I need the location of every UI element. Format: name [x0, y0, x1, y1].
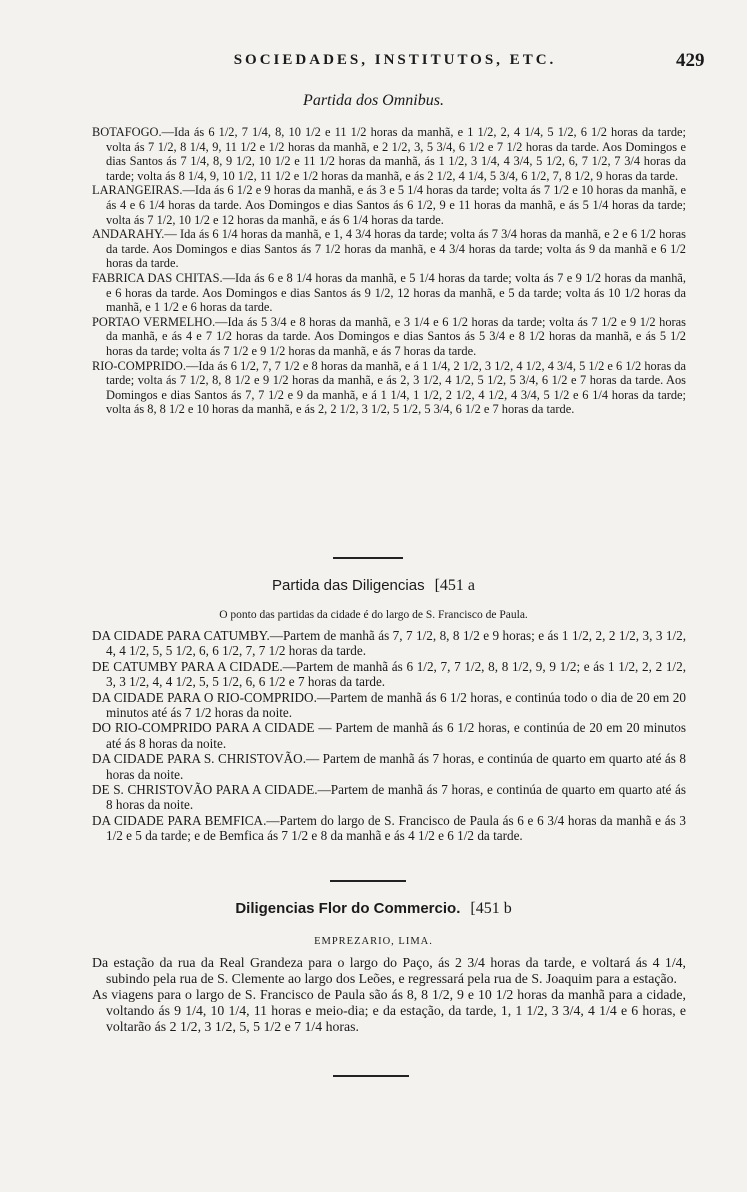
omnibus-entry-andarahy: ANDARAHY.— Ida ás 6 1/4 horas da manhã, e 1, 4 3/4 horas da tarde; volta ás 7 3/4 horas da manhã, e 2 e 6 1/2 horas da tarde. Aos Domingos e dias Santos ás 7 1/2 horas da manhã, e 4 3/4 horas da tarde; volta ás 9 da manhã e 6 1/2 horas da tarde.: [92, 227, 686, 271]
running-title: SOCIEDADES, INSTITUTOS, ETC.: [233, 52, 557, 68]
page-number: 429: [676, 50, 705, 71]
flor-title: Diligencias Flor do Commercio.: [235, 900, 461, 917]
omnibus-entry-botafogo: BOTAFOGO.—Ida ás 6 1/2, 7 1/4, 8, 10 1/2 e 11 1/2 horas da manhã, e 1 1/2, 2, 4 1/4, 5 1/2, 6 1/2 horas da tarde; volta ás 7 1/2, 8 1/4, 9, 11 1/2 e 1/2 horas da manhã, e 2 1/2, 3, 5 3/4, 6 1/2 e 7 1/2 horas da tarde. Aos Domingos e dias Santos ás 7 1/4, 8, 9 1/2, 10 1/2 e 11 1/2 horas da manhã, ás 1 1/2, 3 1/4, 4 3/4, 5 1/2, 6, 7 1/2, 7 3/4 horas da tarde; volta ás 8 1/4, 9, 10 1/2, 11 1/2 e 1/2 horas da manhã, e ás 2 1/2, 4 1/4, 5 3/4, 6 1/2, 7, 8 1/2, 9 horas da tarde.: [92, 125, 686, 183]
flor-ref: [451 b: [470, 900, 512, 917]
omnibus-entry-fabrica: FABRICA DAS CHITAS.—Ida ás 6 e 8 1/4 horas da manhã, e 5 1/4 horas da tarde; volta ás 7 e 9 1/2 horas da manhã, e 6 horas da tarde. Aos Domingos e dias Santos ás 9 1/2, 12 horas da manhã, e 5 da tarde; volta ás 10 1/2 horas da manhã, e 1 1/2 e 6 horas da tarde.: [92, 270, 686, 315]
flor-entry: Da estação da rua da Real Grandeza para o largo do Paço, ás 2 3/4 horas da tarde, e voltará ás 4 1/4, subindo pela rua de S. Clemente ao largo dos Leões, e regressará pela rua de S. Joaquim para a estação.: [92, 955, 686, 986]
omnibus-title: Partida dos Omnibus.: [303, 92, 444, 109]
divider: [330, 880, 406, 882]
omnibus-entry-rio-comprido: RIO-COMPRIDO.—Ida ás 6 1/2, 7, 7 1/2 e 8 horas da manhã, e á 1 1/4, 2 1/2, 3 1/2, 4 1/2, 4 3/4, 5 1/2 e 6 1/2 horas da tarde; volta ás 7 1/2, 8, 8 1/2 e 9 1/2 horas da manhã, e ás 2, 3 1/2, 4 1/2, 5 1/2, 5 3/4, 6 1/2 e 7 horas da tarde. Aos Domingos e dias Santos ás 7, 7 1/2 e 9 da manhã, e á 1 1/4, 1 1/2, 2 1/2, 4 1/2, 4 3/4, 5 1/2 e 6 1/4 horas da tarde; volta ás 8, 8 1/2 e 10 horas da manhã, e ás 2, 2 1/2, 3 1/2, 5 1/2, 5 3/4, 6 1/2 e 7 horas da tarde.: [92, 358, 686, 417]
divider: [333, 1075, 409, 1077]
diligencia-entry: DO RIO-COMPRIDO PARA A CIDADE — Partem de manhã ás 6 1/2 horas, e continúa de 20 em 20 minutos até ás 8 horas da noite.: [92, 720, 686, 751]
diligencia-entry: DE CATUMBY PARA A CIDADE.—Partem de manhã ás 6 1/2, 7, 7 1/2, 8, 8 1/2, 9, 9 1/2; e ás 1 1/2, 2, 2 1/2, 3, 3 1/2, 4, 4 1/2, 5, 5 1/2, 6, 6 1/2 e 7 horas da tarde.: [92, 658, 686, 690]
diligencia-entry: DA CIDADE PARA BEMFICA.—Partem do largo de S. Francisco de Paula ás 6 e 6 3/4 horas da manhã e ás 3 1/2 e 5 da tarde; e de Bemfica ás 7 1/2 e 8 da manhã e ás 4 1/2 e 6 1/2 da tarde.: [92, 812, 686, 844]
omnibus-entry-portao: PORTAO VERMELHO.—Ida ás 5 3/4 e 8 horas da manhã, e 3 1/4 e 6 1/2 horas da tarde; volta ás 7 1/2 e 9 1/2 horas da manhã, e ás 4 e 7 1/2 horas da tarde. Aos Domingos e dias Santos ás 5 3/4 e 8 1/2 horas da manhã, e ás 5 1/2 horas da tarde; volta ás 7 1/2 e 9 1/2 horas da manhã, e ás 7 horas da tarde.: [92, 314, 686, 358]
omnibus-list: [92, 125, 686, 417]
flor-heading: [0, 900, 747, 918]
diligencias-ref: [451 a: [434, 577, 475, 594]
diligencias-heading: [0, 577, 747, 595]
diligencias-title: Partida das Diligencias: [271, 577, 425, 594]
diligencia-entry: DE S. CHRISTOVÃO PARA A CIDADE.—Partem de manhã ás 7 horas, e continúa de quarto em quarto até ás 8 horas da noite.: [92, 782, 686, 813]
flor-subtitle: EMPREZARIO, LIMA.: [314, 936, 433, 947]
diligencia-entry: DA CIDADE PARA S. CHRISTOVÃO.— Partem de manhã ás 7 horas, e continúa de quarto em quarto até ás 8 horas da noite.: [92, 751, 686, 782]
diligencias-note: O ponto das partidas da cidade é do largo de S. Francisco de Paula.: [219, 609, 528, 621]
diligencia-entry: DA CIDADE PARA CATUMBY.—Partem de manhã ás 7, 7 1/2, 8, 8 1/2 e 9 horas; e ás 1 1/2, 2, 2 1/2, 3, 3 1/2, 4, 4 1/2, 5, 5 1/2, 6, 6 1/2, 7, 7 1/2 horas da tarde.: [92, 628, 686, 659]
diligencia-entry: DA CIDADE PARA O RIO-COMPRIDO.—Partem de manhã ás 6 1/2 horas, e continúa todo o dia de 20 em 20 minutos até ás 7 1/2 horas da noite.: [92, 689, 686, 721]
flor-entry: As viagens para o largo de S. Francisco de Paula são ás 8, 8 1/2, 9 e 10 1/2 horas da manhã para a cidade, voltando ás 9 1/4, 10 1/4, 11 horas e meio-dia; e da estação, da tarde, 1, 1 1/2, 3 3/4, 4 1/4 e 6 horas, e voltarão ás 2 1/2, 3 1/2, 5, 5 1/2 e 7 1/4 horas.: [92, 987, 686, 1034]
flor-list: [92, 955, 686, 1035]
diligencias-list: [92, 628, 686, 844]
omnibus-entry-larangeiras: LARANGEIRAS.—Ida ás 6 1/2 e 9 horas da manhã, e ás 3 e 5 1/4 horas da tarde; volta ás 7 1/2 e 10 horas da manhã, e ás 4 e 6 1/4 horas da tarde. Aos Domingos e dias Santos ás 6 1/2, 9 e 11 horas da manhã, e ás 5 1/4 horas da tarde; volta ás 7 1/2, 10 1/2 e 12 horas da manhã, e ás 6 1/4 horas da tarde.: [92, 183, 686, 227]
divider: [333, 557, 403, 559]
